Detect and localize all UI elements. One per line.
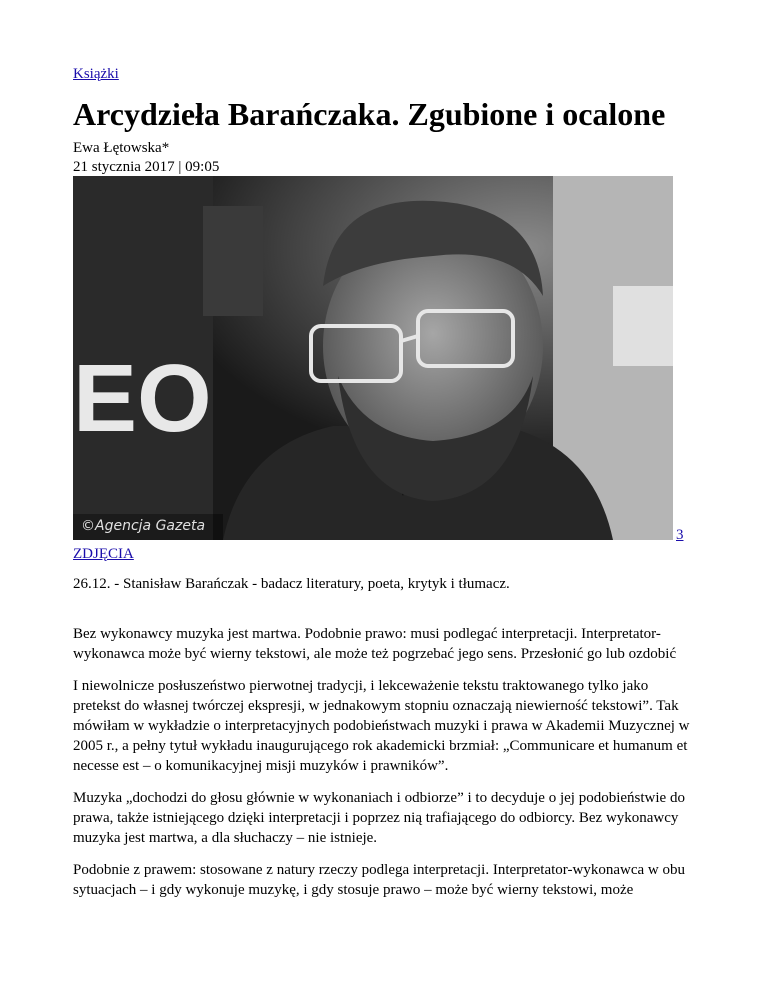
article-author: Ewa Łętowska* (73, 140, 170, 156)
photo-caption: 26.12. - Stanisław Barańczak - badacz literatury, poeta, krytyk i tłumacz. (73, 576, 510, 592)
category-link[interactable]: Książki (73, 66, 119, 82)
paragraph: Bez wykonawcy muzyka jest martwa. Podobnie prawo: musi podlegać interpretacji. Interpretator-wykonawca może być wierny tekstowi, ale może też pogrzebać jego sens. Przesłonić go lub ozdobić (73, 626, 677, 662)
portrait-image (73, 176, 673, 540)
svg-text:EO: EO (73, 345, 212, 452)
article-date: 21 stycznia 2017 | 09:05 (73, 159, 220, 175)
article-photo[interactable] (73, 176, 673, 540)
article-body (73, 624, 693, 912)
paragraph: I niewolnicze posłuszeństwo pierwotnej tradycji, i lekceważenie tekstu traktowanego tylko jako pretekst do własnej twórczej ekspresji, w jednakowym stopniu oznaczają niewierność tekstowi”. Tak mówiłam w wykładzie o interpretacyjnych podobieństwach muzyki i prawa w Akademii Muzycznej w 2005 r., a pełny tytuł wykładu inaugurującego rok akademicki brzmiał: „Communicare et humanum et necesse est – o komunikacyjnej misji muzyków i prawników”. (73, 678, 690, 774)
gallery-link[interactable]: ZDJĘCIA (73, 546, 134, 562)
article-title: Arcydzieła Barańczaka. Zgubione i ocalone (73, 96, 666, 132)
paragraph: Muzyka „dochodzi do głosu głównie w wykonaniach i odbiorze” i to decyduje o jej podobieństwie do prawa, także istniejącego dzięki interpretacji i poprzez nią trafiającego do odbiorcy. Bez wykonawcy muzyka jest martwa, a dla słuchaczy – nie istnieje. (73, 790, 685, 846)
photo-watermark: ©Agencja Gazeta (81, 518, 206, 534)
photo-count-link[interactable]: 3 (676, 527, 684, 543)
paragraph: Podobnie z prawem: stosowane z natury rzeczy podlega interpretacji. Interpretator-wykonawca w obu sytuacjach – i gdy wykonuje muzykę, i gdy stosuje prawo – może być wierny tekstowi, może (73, 862, 685, 898)
